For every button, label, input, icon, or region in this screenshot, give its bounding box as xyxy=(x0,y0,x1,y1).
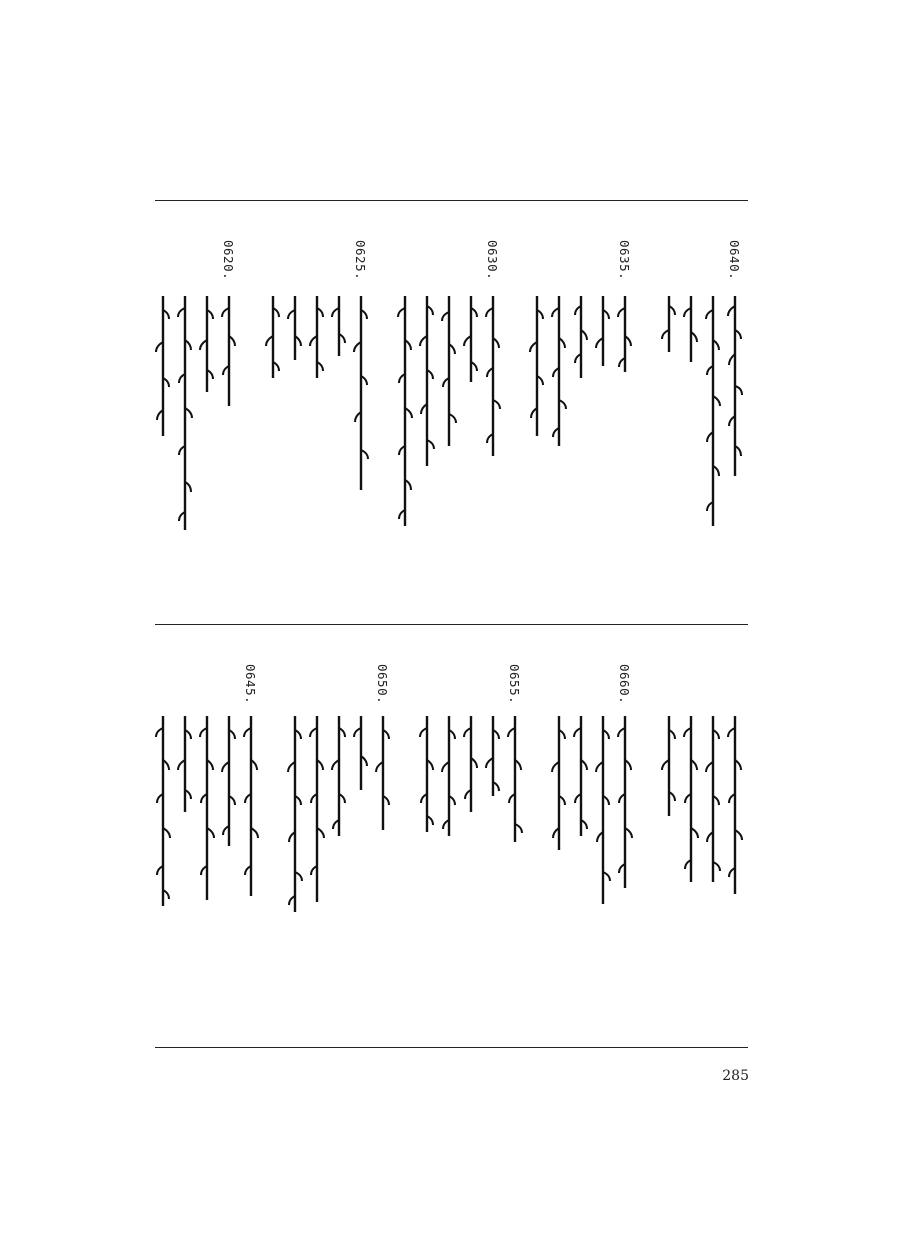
mongolian-script-glyphs xyxy=(661,296,677,352)
mongolian-script-glyphs xyxy=(551,296,567,446)
mongolian-script-glyphs xyxy=(573,296,589,378)
mongolian-line xyxy=(287,296,303,360)
verse-number-0625: 0625. xyxy=(353,240,368,281)
mongolian-line xyxy=(441,716,457,836)
verse-number-0620: 0620. xyxy=(221,240,236,281)
mongolian-script-glyphs xyxy=(375,716,391,830)
mongolian-script-glyphs xyxy=(705,716,721,882)
verse-number-0630: 0630. xyxy=(485,240,500,281)
mongolian-script-glyphs xyxy=(199,296,215,392)
mongolian-line xyxy=(155,716,171,906)
verse-number-0650: 0650. xyxy=(375,664,390,705)
mongolian-script-glyphs xyxy=(441,296,457,446)
mongolian-script-glyphs xyxy=(397,296,413,526)
mongolian-script-glyphs xyxy=(573,716,589,836)
mongolian-script-glyphs xyxy=(727,296,743,476)
mongolian-line xyxy=(485,296,501,456)
mongolian-line xyxy=(419,716,435,832)
mongolian-script-glyphs xyxy=(683,716,699,882)
mongolian-line xyxy=(551,716,567,850)
mongolian-script-glyphs xyxy=(199,716,215,900)
mongolian-line xyxy=(199,716,215,900)
mongolian-script-glyphs xyxy=(353,716,369,790)
mongolian-line xyxy=(573,296,589,378)
mongolian-script-glyphs xyxy=(529,296,545,436)
mongolian-line xyxy=(617,296,633,372)
mongolian-script-glyphs xyxy=(727,716,743,894)
mongolian-line xyxy=(309,716,325,902)
mongolian-line xyxy=(573,716,589,836)
mongolian-line xyxy=(617,716,633,888)
mongolian-line xyxy=(177,716,193,812)
mongolian-line xyxy=(683,296,699,362)
mongolian-line xyxy=(221,716,237,846)
mongolian-script-glyphs xyxy=(353,296,369,490)
mongolian-line xyxy=(485,716,501,796)
mongolian-script-glyphs xyxy=(287,716,303,912)
mongolian-script-glyphs xyxy=(419,716,435,832)
mongolian-line xyxy=(177,296,193,530)
mongolian-line xyxy=(705,296,721,526)
mongolian-line xyxy=(441,296,457,446)
mongolian-line xyxy=(265,296,281,378)
mongolian-line xyxy=(463,716,479,812)
page-number: 285 xyxy=(722,1068,749,1084)
mongolian-script-glyphs xyxy=(177,716,193,812)
verse-number-0635: 0635. xyxy=(617,240,632,281)
mongolian-script-glyphs xyxy=(551,716,567,850)
mongolian-line xyxy=(661,296,677,352)
verse-number-0660: 0660. xyxy=(617,664,632,705)
mongolian-line xyxy=(595,296,611,366)
verse-number-0640: 0640. xyxy=(727,240,742,281)
middle-rule xyxy=(155,624,748,625)
mongolian-line xyxy=(661,716,677,816)
mongolian-line xyxy=(353,716,369,790)
mongolian-line xyxy=(595,716,611,904)
mongolian-script-glyphs xyxy=(705,296,721,526)
mongolian-line xyxy=(331,296,347,356)
mongolian-line xyxy=(397,296,413,526)
mongolian-script-glyphs xyxy=(595,716,611,904)
mongolian-script-glyphs xyxy=(485,296,501,456)
mongolian-script-glyphs xyxy=(155,296,171,436)
mongolian-script-glyphs xyxy=(155,716,171,906)
mongolian-line xyxy=(199,296,215,392)
mongolian-line xyxy=(419,296,435,466)
mongolian-script-glyphs xyxy=(221,716,237,846)
mongolian-script-glyphs xyxy=(331,716,347,836)
mongolian-script-glyphs xyxy=(617,296,633,372)
mongolian-script-glyphs xyxy=(177,296,193,530)
verse-number-0655: 0655. xyxy=(507,664,522,705)
mongolian-script-glyphs xyxy=(507,716,523,842)
mongolian-line xyxy=(683,716,699,882)
mongolian-line xyxy=(221,296,237,406)
mongolian-line xyxy=(155,296,171,436)
mongolian-line xyxy=(727,296,743,476)
mongolian-line xyxy=(727,716,743,894)
mongolian-script-glyphs xyxy=(661,716,677,816)
mongolian-script-glyphs xyxy=(221,296,237,406)
mongolian-line xyxy=(331,716,347,836)
mongolian-line xyxy=(551,296,567,446)
mongolian-script-glyphs xyxy=(419,296,435,466)
mongolian-line xyxy=(353,296,369,490)
mongolian-line xyxy=(463,296,479,382)
mongolian-line xyxy=(705,716,721,882)
mongolian-script-glyphs xyxy=(463,716,479,812)
mongolian-line xyxy=(309,296,325,378)
mongolian-script-glyphs xyxy=(287,296,303,360)
mongolian-script-glyphs xyxy=(265,296,281,378)
mongolian-script-glyphs xyxy=(617,716,633,888)
mongolian-script-glyphs xyxy=(309,296,325,378)
mongolian-script-glyphs xyxy=(309,716,325,902)
header-rule xyxy=(155,200,748,201)
mongolian-script-glyphs xyxy=(463,296,479,382)
mongolian-script-glyphs xyxy=(683,296,699,362)
mongolian-script-glyphs xyxy=(331,296,347,356)
mongolian-line xyxy=(375,716,391,830)
mongolian-script-glyphs xyxy=(485,716,501,796)
mongolian-line xyxy=(287,716,303,912)
mongolian-script-glyphs xyxy=(595,296,611,366)
mongolian-line xyxy=(243,716,259,896)
mongolian-line xyxy=(529,296,545,436)
footer-rule xyxy=(155,1047,748,1048)
verse-number-0645: 0645. xyxy=(243,664,258,705)
mongolian-script-glyphs xyxy=(243,716,259,896)
mongolian-script-glyphs xyxy=(441,716,457,836)
mongolian-line xyxy=(507,716,523,842)
